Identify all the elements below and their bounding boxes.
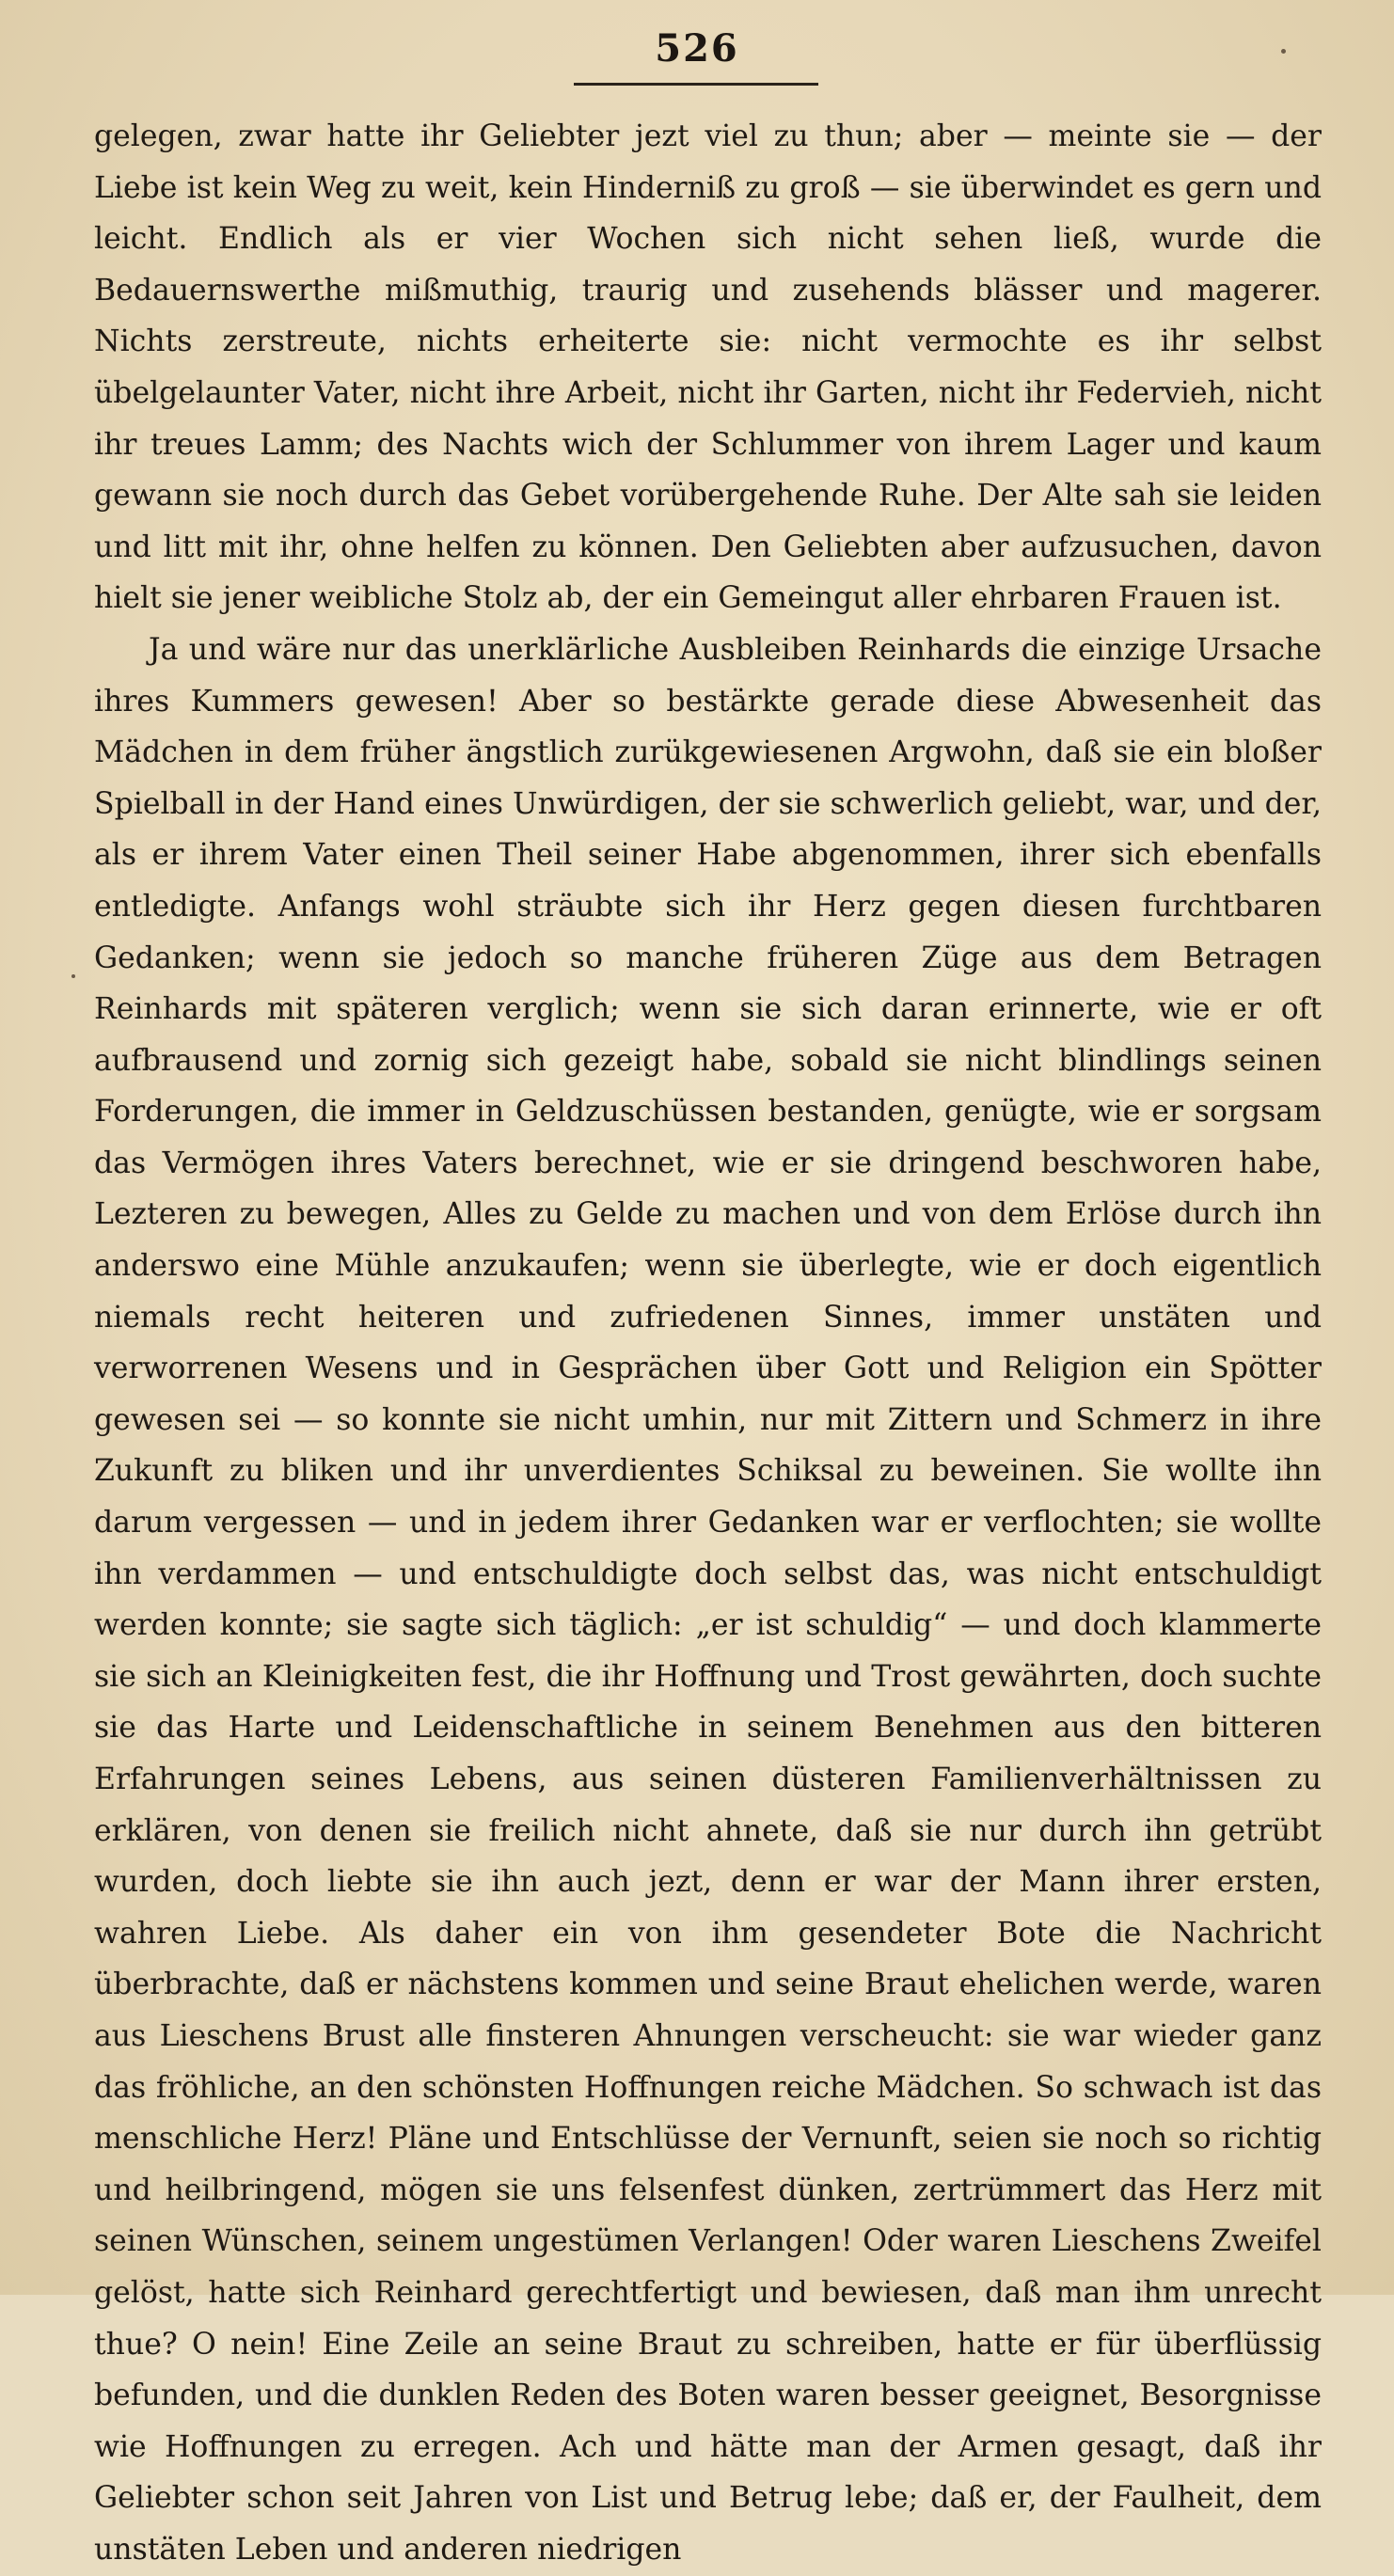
paragraph: gelegen, zwar hatte ihr Geliebter jezt viel zu thun; aber — meinte sie — der Liebe ist kein Weg zu weit, kein Hinderniß zu groß — sie überwindet es gern und leicht. Endlich als er vier Wochen sich nicht sehen ließ, wurde die Bedauernswerthe mißmuthig, traurig und zusehends blässer und magerer. Nichts zerstreute, nichts erheiterte sie: nicht vermochte es ihr selbst übelgelaunter Vater, nicht ihre Arbeit, nicht ihr Garten, nicht ihr Federvieh, nicht ihr treues Lamm; des Nachts wich der Schlummer von ihrem Lager und kaum gewann sie noch durch das Gebet vorübergehende Ruhe. Der Alte sah sie leiden und litt mit ihr, ohne helfen zu können. Den Geliebten aber aufzusuchen, davon hielt sie jener weibliche Stolz ab, der ein Gemeingut aller ehrbaren Frauen ist. xyxy=(94,119,1322,616)
body-text xyxy=(94,111,1322,2576)
paper-speck xyxy=(1281,49,1286,54)
paper-speck xyxy=(71,974,75,978)
page-number: 526 xyxy=(655,26,739,71)
header-rule xyxy=(574,83,818,86)
paragraph: Ja und wäre nur das unerklärliche Ausbleiben Reinhards die einzige Ursache ihres Kummers gewesen! Aber so bestärkte gerade diese Abwesenheit das Mädchen in dem früher ängstlich zurükgewiesenen Argwohn, daß sie ein bloßer Spielball in der Hand eines Unwürdigen, der sie schwerlich geliebt, war, und der, als er ihrem Vater einen Theil seiner Habe abgenommen, ihrer sich ebenfalls entledigte. Anfangs wohl sträubte sich ihr Herz gegen diesen furchtbaren Gedanken; wenn sie jedoch so manche früheren Züge aus dem Betragen Reinhards mit späteren verglich; wenn sie sich daran erinnerte, wie er oft aufbrausend und zornig sich gezeigt habe, sobald sie nicht blindlings seinen Forderungen, die immer in Geldzuschüssen bestanden, genügte, wie er sorgsam das Vermögen ihres Vaters berechnet, wie er sie dringend beschworen habe, Lezteren zu bewegen, Alles zu Gelde zu machen und von dem Erlöse durch ihn anderswo eine Mühle anzukaufen; wenn sie überlegte, wie er doch eigentlich niemals recht heiteren und zufriedenen Sinnes, immer unstäten und verworrenen Wesens und in Gesprächen über Gott und Religion ein Spötter gewesen sei — so konnte sie nicht umhin, nur mit Zittern und Schmerz in ihre Zukunft zu bliken und ihr unverdientes Schiksal zu beweinen. Sie wollte ihn darum vergessen — und in jedem ihrer Gedanken war er verflochten; sie wollte ihn verdammen — und entschuldigte doch selbst das, was nicht entschuldigt werden konnte; sie sagte sich täglich: „er ist schuldig“ — und doch klammerte sie sich an Kleinigkeiten fest, die ihr Hoffnung und Trost gewährten, doch suchte sie das Harte und Leidenschaftliche in seinem Benehmen aus den bitteren Erfahrungen seines Lebens, aus seinen düsteren Familienverhältnissen zu erklären, von denen sie freilich nicht ahnete, daß sie nur durch ihn getrübt wurden, doch liebte sie ihn auch jezt, denn er war der Mann ihrer ersten, wahren Liebe. Als daher ein von ihm gesendeter Bote die Nachricht überbrachte, daß er nächstens kommen und seine Braut ehelichen werde, waren aus Lieschens Brust alle finsteren Ahnungen verscheucht: sie war wieder ganz das fröhliche, an den schönsten Hoffnungen reiche Mädchen. So schwach ist das menschliche Herz! Pläne und Entschlüsse der Vernunft, seien sie noch so richtig und heilbringend, mögen sie uns felsenfest dünken, zertrümmert das Herz mit seinen Wünschen, seinem ungestümen Verlangen! Oder waren Lieschens Zweifel gelöst, hatte sich Reinhard gerechtfertigt und bewiesen, daß man ihm unrecht thue? O nein! Eine Zeile an seine Braut zu schreiben, hatte er für überflüssig befunden, und die dunklen Reden des Boten waren besser geeignet, Besorgnisse wie Hoffnungen zu erregen. Ach und hätte man der Armen gesagt, daß ihr Geliebter schon seit Jahren von List und Betrug lebe; daß er, der Faulheit, dem unstäten Leben und anderen niedrigen xyxy=(94,632,1322,2567)
